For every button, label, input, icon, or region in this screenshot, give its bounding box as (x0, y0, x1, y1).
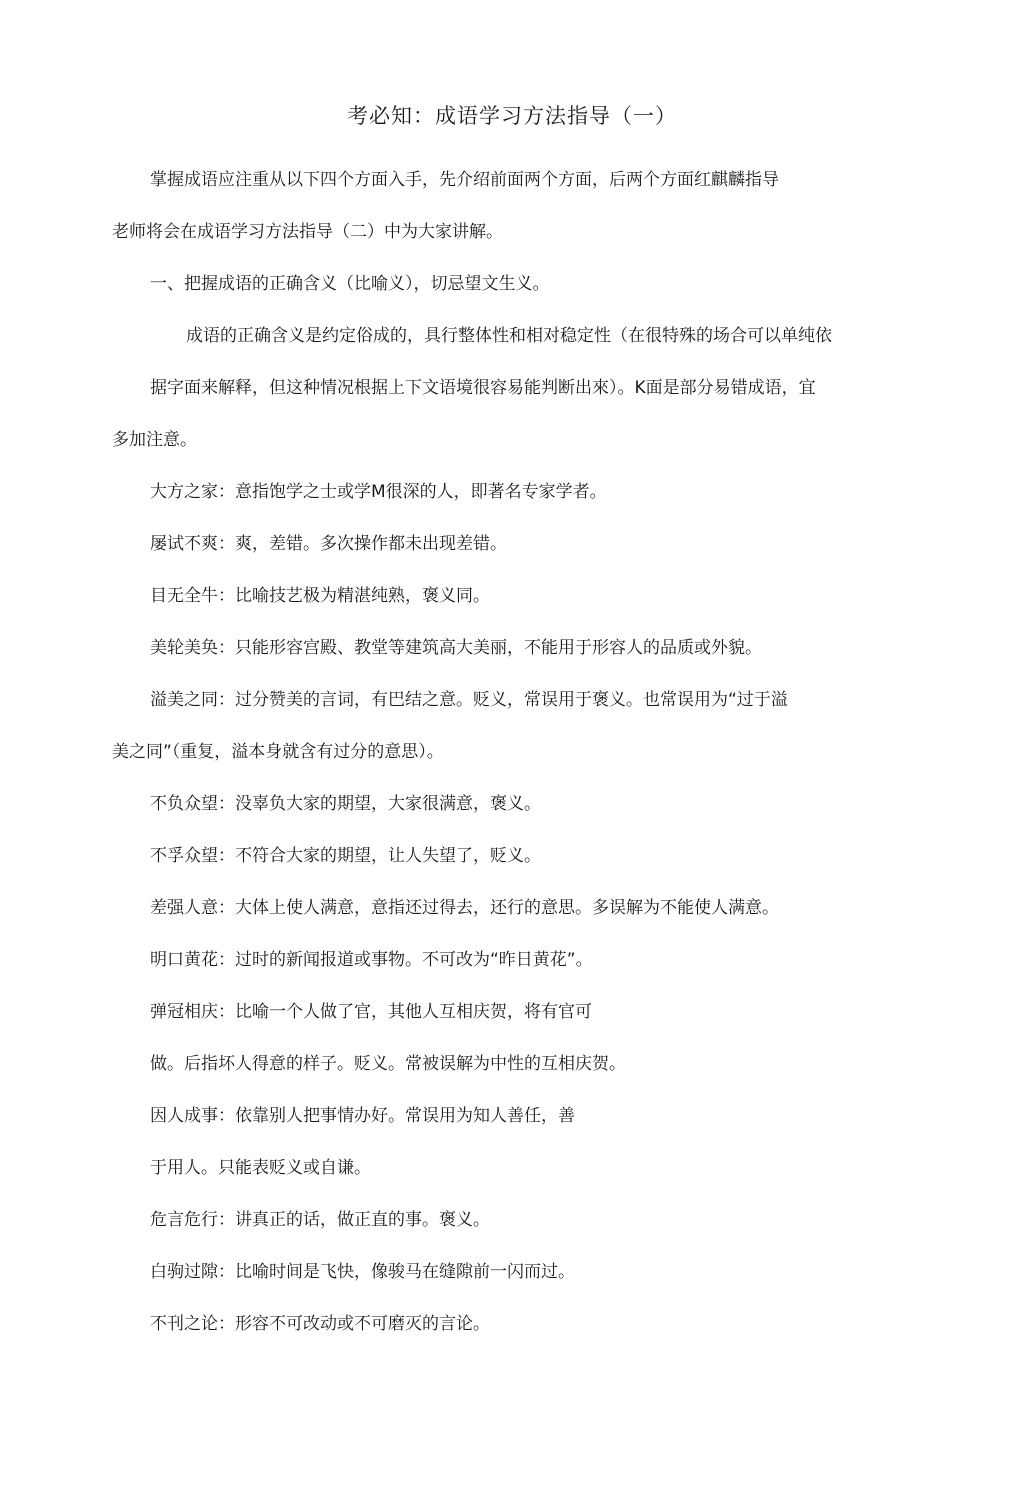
idiom-entry-continuation: 美之同”（重复，溢本身就含有过分的意思）。 (112, 742, 444, 762)
section-heading: 一、把握成语的正确含义（比喻义），切忌望文生义。 (150, 274, 550, 294)
idiom-entry: 目无全牛：比喻技艺极为精湛纯熟，褒义同。 (150, 586, 490, 606)
idiom-entry: 不负众望：没辜负大家的期望，大家很满意，褒义。 (150, 794, 541, 814)
idiom-entry: 差强人意：大体上使人满意，意指还过得去，还行的意思。多误解为不能使人满意。 (150, 898, 779, 918)
document-title: 考必知：成语学习方法指导（一） (347, 104, 677, 128)
idiom-entry: 大方之家：意指饱学之士或学M很深的人，即著名专家学者。 (150, 482, 607, 502)
intro-line-2: 老师将会在成语学习方法指导（二）中为大家讲解。 (112, 222, 503, 242)
section-intro-line-2: 据字面来解释，但这种情况根据上下文语境很容易能判断出來）。K面是部分易错成语，宜 (150, 378, 816, 398)
intro-line-1: 掌握成语应注重从以下四个方面入手，先介绍前面两个方面，后两个方面红麒麟指导 (150, 170, 779, 190)
idiom-entry: 明口黄花：过时的新闻报道或事物。不可改为“昨日黄花”。 (150, 950, 593, 970)
idiom-entry: 美轮美奂：只能形容宫殿、教堂等建筑高大美丽，不能用于形容人的品质或外貌。 (150, 638, 762, 658)
idiom-entry: 溢美之同：过分赞美的言词，有巴结之意。贬义，常误用于褒义。也常误用为“过于溢 (150, 690, 788, 710)
idiom-entry: 屡试不爽：爽，差错。多次操作都未出现差错。 (150, 534, 507, 554)
idiom-entry: 不刊之论：形容不可改动或不可磨灭的言论。 (150, 1314, 490, 1334)
idiom-entry-continuation: 于用人。只能表贬义或自谦。 (150, 1158, 371, 1178)
idiom-entry-continuation: 做。后指坏人得意的样子。贬义。常被误解为中性的互相庆贺。 (150, 1054, 626, 1074)
section-intro-line-1: 成语的正确含义是约定俗成的，具行整体性和相对稳定性（在很特殊的场合可以单纯依 (186, 326, 832, 346)
section-intro-line-3: 多加注意。 (112, 430, 197, 450)
idiom-entry: 白驹过隙：比喻时间是飞快，像骏马在缝隙前一闪而过。 (150, 1262, 575, 1282)
idiom-entry: 弹冠相庆：比喻一个人做了官，其他人互相庆贺，将有官可 (150, 1002, 592, 1022)
idiom-entry: 不孚众望：不符合大家的期望，让人失望了，贬义。 (150, 846, 541, 866)
idiom-entry: 危言危行：讲真正的话，做正直的事。褒义。 (150, 1210, 490, 1230)
idiom-entry: 因人成事：依靠别人把事情办好。常误用为知人善任，善 (150, 1106, 575, 1126)
